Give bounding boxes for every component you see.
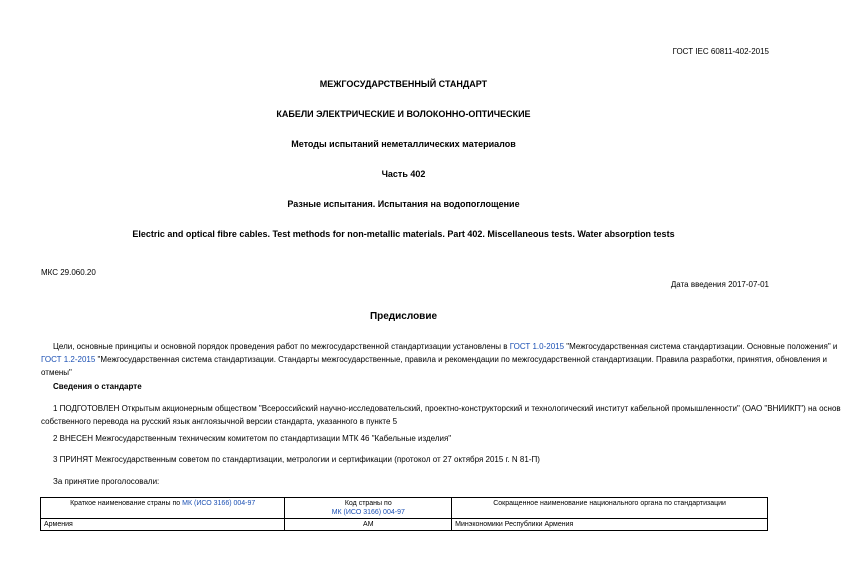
- english-title: Electric and optical fibre cables. Test methods for non-metallic materials. Part 402. Miscellaneous tests. Water absorption tests: [132, 229, 675, 239]
- header-country-text: Краткое наименование страны по: [70, 500, 183, 507]
- document-code: ГОСТ IEC 60811-402-2015: [672, 47, 769, 56]
- table-header-row: [41, 498, 768, 519]
- header-country-name: [41, 498, 285, 519]
- subtitle: Методы испытаний неметаллических материалов: [291, 139, 516, 149]
- mk-iso-link[interactable]: МК (ИСО 3166) 004-97: [182, 500, 256, 507]
- item1-text-b: собственного перевода на русский язык англоязычной версии стандарта, указанного в пункте 5: [41, 417, 398, 426]
- gost-1-2-link[interactable]: ГОСТ 1.2-2015: [41, 355, 96, 364]
- preface-heading: Предисловие: [369, 311, 438, 322]
- voted-intro: За принятие проголосовали:: [53, 477, 160, 486]
- part-number: Часть 402: [381, 169, 426, 179]
- standard-info-heading: Сведения о стандарте: [53, 382, 142, 391]
- mk-iso-code-link[interactable]: МК (ИСО 3166) 004-97: [331, 509, 405, 516]
- p1-text-c: "Межгосударственная система стандартизации. Стандарты межгосударственные, правила и рекомендации по межгосударственной стандартизации. Правила разработки, принятия, обновления и: [95, 355, 827, 364]
- main-title: КАБЕЛИ ЭЛЕКТРИЧЕСКИЕ И ВОЛОКОННО-ОПТИЧЕСКИЕ: [276, 109, 531, 119]
- item-1-paragraph: [41, 402, 841, 428]
- mks-code: МКС 29.060.20: [41, 268, 96, 277]
- header-national-body: Сокращенное наименование национального органа по стандартизации: [452, 498, 768, 519]
- item-3-paragraph: 3 ПРИНЯТ Межгосударственным советом по стандартизации, метрологии и сертификации (протокол от 27 октября 2015 г. N 81-П): [53, 455, 540, 464]
- p1-text-a: Цели, основные принципы и основной порядок проведения работ по межгосударственной стандартизации установлены в: [53, 342, 510, 351]
- voting-table: [40, 497, 768, 531]
- header-code-text: Код страны по: [344, 500, 392, 507]
- table-row: [41, 519, 768, 531]
- header-country-code: [285, 498, 452, 519]
- part-title: Разные испытания. Испытания на водопоглощение: [287, 199, 520, 209]
- p1-text-b: "Межгосударственная система стандартизации. Основные положения" и: [564, 342, 838, 351]
- item-2-paragraph: 2 ВНЕСЕН Межгосударственным техническим комитетом по стандартизации МТК 46 "Кабельные изделия": [53, 434, 452, 443]
- standard-type: МЕЖГОСУДАРСТВЕННЫЙ СТАНДАРТ: [319, 79, 488, 89]
- item1-text-a: 1 ПОДГОТОВЛЕН Открытым акционерным обществом "Всероссийский научно-исследовательский, проектно-конструкторский и технологический институт кабельной промышленности" (ОАО "ВНИИКП") на основ: [53, 404, 841, 413]
- cell-country: Армения: [41, 519, 285, 531]
- intro-date: Дата введения 2017-07-01: [670, 280, 769, 289]
- cell-body: Минэкономики Республики Армения: [452, 519, 768, 531]
- cell-code: AM: [285, 519, 452, 531]
- preface-paragraph-1: [41, 340, 838, 379]
- gost-1-0-link[interactable]: ГОСТ 1.0-2015: [509, 342, 565, 351]
- p1-text-d: отмены": [41, 368, 72, 377]
